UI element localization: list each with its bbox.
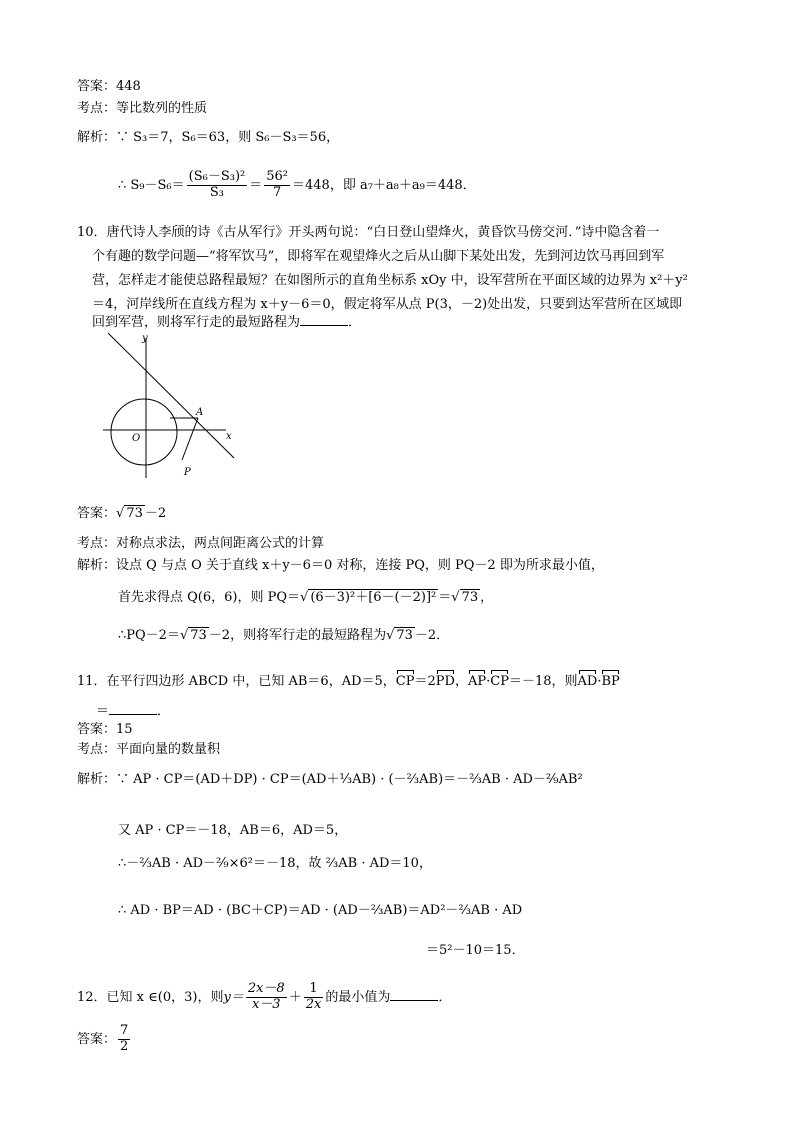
- vector-cp: CP: [395, 674, 415, 689]
- river-line: [108, 333, 234, 458]
- q10-figure: [98, 330, 243, 480]
- q9-answer-line: [77, 79, 141, 95]
- q10-analysis-text3-head: ∴PQ－2＝: [118, 628, 180, 643]
- answer-label: 答案：: [77, 79, 117, 94]
- q10-stem-line3: 营，怎样走才能使总路程最短？在如图所示的直角坐标系 xOy 中，设军营所在平面区域的边界为 x²＋y²: [92, 273, 688, 288]
- q12-stem-head: 12．已知 x ∈(0，3)，则: [77, 989, 224, 1005]
- q11-comma: ，: [454, 674, 468, 689]
- q11-stem-line2: [96, 702, 170, 720]
- q11-analysis-line3: ∴－⅔AB · AD－²⁄₉×6²＝－18，故 ⅔AB · AD＝10，: [118, 856, 432, 871]
- q11-point: 平面向量的数量积: [116, 742, 221, 757]
- q11-stem-line2-end: ．: [157, 704, 171, 719]
- vector-pd: PD: [435, 674, 455, 689]
- vector-cp-2: CP: [490, 674, 509, 689]
- q10-stem-line2: 个有趣的数学问题—“将军饮马”，即将军在观望烽火之后从山脚下某处出发，先到河边饮马再回到军: [92, 249, 665, 264]
- q11-analysis-line1: [77, 772, 583, 788]
- q10-analysis-rad-a: 73: [190, 628, 207, 643]
- q12-tail: 的最小值为: [325, 989, 391, 1005]
- q10-stem-line5-text: 回到军营，则将军行走的最短路程为: [92, 315, 301, 330]
- q9-analysis-line2: ∴ S₉－S₆＝ $\frac{\text{(S₆－S₃)²}}{\text{S₃}}$ ＝ $\frac{\text{56²}}{7}$ ＝448，即 a₇＋a₈＋a₉＝448．: [118, 169, 476, 200]
- answer-label: 答案：: [77, 1031, 117, 1047]
- q10-analysis-line1: [77, 558, 604, 574]
- q10-analysis-text3-tail: －2．: [414, 628, 450, 643]
- analysis-label: 解析：: [77, 558, 117, 573]
- q10-analysis-eq: ＝: [438, 590, 452, 605]
- q11-analysis-text1: ∵ AP · CP＝(AD＋DP) · CP＝(AD＋⅓AB) · (－⅔AB)＝－⅔AB · AD－²⁄₉AB²: [116, 772, 583, 787]
- answer-blank: [300, 313, 348, 326]
- q10-analysis-text1: 设点 Q 与点 O 关于直线 x＋y－6＝0 对称，连接 PQ，则 PQ－2 即为所求最小值，: [116, 558, 604, 573]
- point-label: 考点：: [77, 742, 117, 757]
- q10-distance-radicand: (6－3)²＋[6－(－2)]²: [310, 590, 437, 605]
- q11-analysis-line2: 又 AP · CP＝－18，AB＝6，AD＝5，: [118, 823, 348, 838]
- q11-analysis-line4: ∴ AD · BP＝AD · (BC＋CP)＝AD · (AD－⅔AB)＝AD²－⅔AB · AD: [118, 903, 523, 918]
- q11-answer: 15: [116, 722, 133, 737]
- q10-stem-line1: 10．唐代诗人李颀的诗《古从军行》开头两句说：“白日登山望烽火，黄昏饮马傍交河．”诗中隐含着一: [77, 225, 660, 240]
- q12-answer-fraction: [118, 1024, 130, 1055]
- q12-stem: [77, 982, 451, 1013]
- point-label: 考点：: [77, 536, 117, 551]
- q12-answer-den: 2: [120, 1038, 129, 1054]
- q12-f2-den: 2x: [305, 996, 322, 1012]
- q11-stem-head: 11．在平行四边形 ABCD 中，已知 AB＝6，AD＝5，: [77, 674, 396, 689]
- q11-stem-line1: [77, 674, 620, 690]
- q9-answer: 448: [116, 79, 141, 94]
- q10-stem-line5-end: ．: [348, 315, 362, 330]
- q9-analysis-lhs: ∴ S₉－S₆＝: [118, 177, 185, 193]
- q11-answer-line: [77, 722, 133, 738]
- label-x: x: [226, 431, 232, 442]
- q9-frac1-den: S₃: [209, 184, 224, 200]
- q9-fraction-2: [264, 170, 290, 201]
- q11-analysis-line5: ＝5²－10＝15．: [426, 943, 525, 958]
- q12-y-eq: y＝: [223, 989, 244, 1005]
- q10-answer-tail: －2: [144, 506, 167, 521]
- label-a: A: [196, 407, 204, 418]
- q10-point-line: [77, 536, 324, 552]
- q11-eq-m18: ＝－18，则: [508, 674, 578, 689]
- q10-analysis-line3: ∴PQ－2＝√ 73 －2，则将军行走的最短路程为√ 73 －2．: [118, 628, 450, 643]
- q11-eq-2: ＝2: [414, 674, 436, 689]
- q12-answer-num: 7: [120, 1023, 129, 1038]
- q10-analysis-line2: 首先求得点 Q(6，6)，则 PQ＝√ (6－3)²＋[6－(－2)]² ＝√ 73 ，: [118, 590, 494, 605]
- q10-answer-radicand: 73: [126, 506, 143, 521]
- q9-analysis-text1: ∵ S₃＝7，S₆＝63，则 S₆－S₃＝56，: [116, 130, 340, 145]
- q9-point-line: [77, 101, 207, 117]
- q10-stem-line4: ＝4，河岸线所在直线方程为 x＋y－6＝0，假定将军从点 P(3，－2)处出发，只要到达军营所在区域即: [92, 297, 683, 312]
- answer-blank: [390, 988, 438, 1001]
- vector-ad: AD: [577, 674, 598, 689]
- answer-label: 答案：: [77, 506, 117, 521]
- vector-ap: AP: [467, 674, 487, 689]
- q12-plus: ＋: [288, 989, 302, 1005]
- analysis-label: 解析：: [77, 772, 117, 787]
- q12-end: ．: [438, 989, 452, 1005]
- q10-analysis-rad-b: 73: [396, 628, 413, 643]
- q11-dot: ·: [486, 674, 491, 689]
- q9-point: 等比数列的性质: [116, 101, 208, 116]
- q12-f2-num: 1: [304, 982, 324, 998]
- q9-analysis-tail: ＝448，即 a₇＋a₈＋a₉＝448．: [292, 177, 476, 193]
- label-y: y: [142, 333, 148, 344]
- analysis-label: 解析：: [77, 130, 117, 145]
- q9-fraction-1: [187, 170, 248, 201]
- q10-analysis-text2-tail: ，: [480, 590, 494, 605]
- q10-analysis-text3-mid: －2，则将军行走的最短路程为: [208, 628, 387, 643]
- answer-blank: [109, 702, 157, 715]
- q12-fraction-1: [246, 982, 287, 1013]
- q9-frac2-den: 7: [272, 184, 282, 200]
- q12-f1-num: 2x－8: [247, 981, 285, 996]
- q9-frac2-num: 56²: [266, 169, 289, 184]
- point-label: 考点：: [77, 101, 117, 116]
- q9-frac1-num: (S₆－S₃)²: [188, 169, 246, 184]
- q12-f1-den: x－3: [251, 996, 281, 1012]
- q9-analysis-line1: [77, 130, 339, 146]
- q10-analysis-text2-head: 首先求得点 Q(6，6)，则 PQ＝: [118, 590, 301, 605]
- q11-stem-line2-head: ＝: [96, 704, 110, 719]
- q12-fraction-2: [304, 982, 324, 1013]
- q10-answer-line: 答案：√ 73 －2: [77, 506, 167, 521]
- path-from-p: [182, 418, 198, 460]
- label-p: P: [184, 467, 191, 478]
- q12-answer-line: [77, 1024, 132, 1055]
- q11-point-line: [77, 742, 220, 758]
- q10-distance-result: 73: [461, 590, 479, 605]
- q10-stem-line5: [92, 313, 361, 331]
- label-o: O: [132, 433, 141, 444]
- camp-circle: [111, 399, 177, 465]
- vector-bp: BP: [601, 674, 620, 689]
- q10-point: 对称点求法，两点间距离公式的计算: [116, 536, 325, 551]
- answer-label: 答案：: [77, 722, 117, 737]
- q11-dot-2: ·: [597, 674, 602, 689]
